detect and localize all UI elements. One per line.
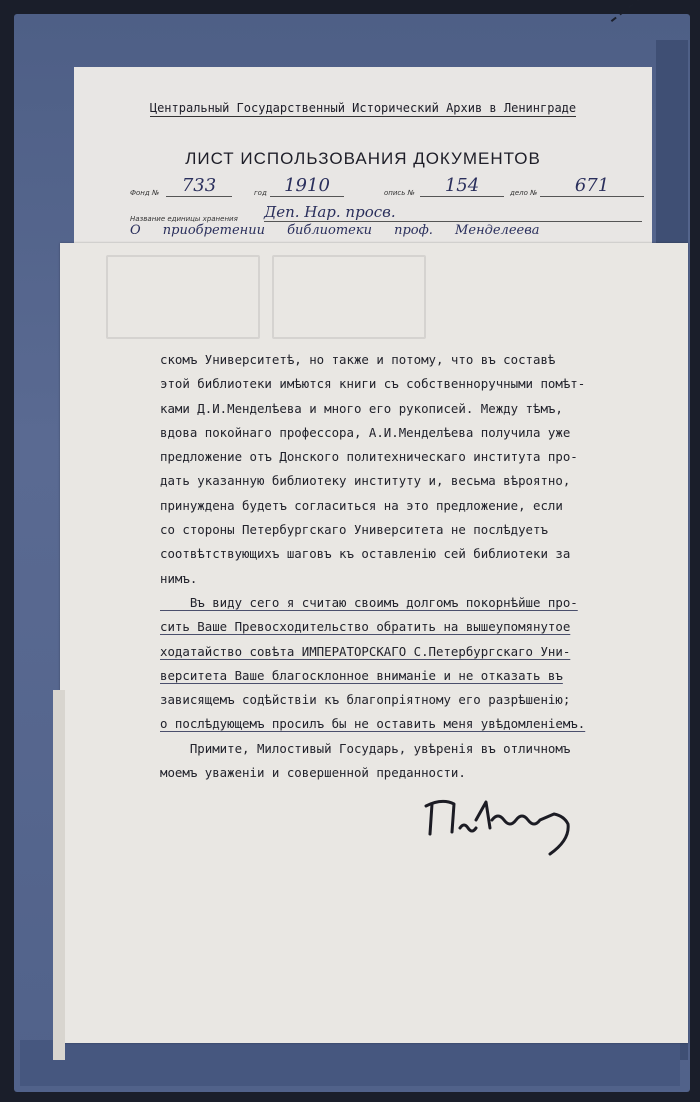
fond-label: Фонд № bbox=[130, 189, 160, 197]
usage-sheet-form bbox=[74, 67, 652, 257]
letter-line: нимъ. bbox=[160, 570, 198, 586]
year-value: 1910 bbox=[270, 175, 344, 197]
unit-name-label: Название единицы хранения bbox=[130, 215, 238, 223]
delo-value: 671 bbox=[540, 175, 644, 197]
letter-line: ходатайство совѣта ИМПЕРАТОРСКАГО С.Петербургскаго Уни- bbox=[160, 643, 571, 659]
faded-stamp bbox=[272, 255, 426, 339]
letter-line: зависящемъ содѣйствіи къ благопріятному его разрѣшенію; bbox=[160, 692, 571, 708]
letter-line: скомъ Университетѣ, но также и потому, что въ составѣ bbox=[160, 352, 556, 367]
letter-line: Примите, Милостивый Государь, увѣренія въ отличномъ bbox=[160, 740, 571, 756]
delo-label: дело № bbox=[510, 189, 538, 197]
letter-line: моемъ уваженіи и совершенной преданности. bbox=[160, 765, 466, 781]
folder-bottom-edge bbox=[20, 1040, 680, 1086]
letter-line: принуждена будетъ согласиться на это предложение, если bbox=[160, 497, 563, 513]
form-fields-row bbox=[74, 175, 652, 199]
unit-name-line2: О приобретении библиотеки проф. Менделеева bbox=[130, 223, 540, 238]
letter-line: дать указанную библиотеку институту и, весьма вѣроятно, bbox=[160, 473, 571, 489]
fond-value: 733 bbox=[166, 175, 232, 197]
letter-line: этой библиотеки имѣются книги съ собственноручными помѣт- bbox=[160, 376, 586, 392]
letter-line: Въ виду сего я считаю своимъ долгомъ покорнѣйше про- bbox=[160, 594, 578, 610]
letter-body bbox=[160, 348, 688, 785]
letter-line: вдова покойнаго профессора, А.И.Менделѣева получила уже bbox=[160, 424, 571, 440]
letter-line: сить Ваше Превосходительство обратить на вышеупомянутое bbox=[160, 619, 571, 635]
letter-line: предложение отъ Донского политехническаго института про- bbox=[160, 449, 578, 465]
opis-label: опись № bbox=[384, 189, 415, 197]
form-title: ЛИСТ ИСПОЛЬЗОВАНИЯ ДОКУМЕНТОВ bbox=[185, 149, 541, 168]
letter-line: ками Д.И.Менделѣева и много его рукописей. Между тѣмъ, bbox=[160, 400, 563, 416]
letter-line: верситета Ваше благосклонное вниманіе и не отказать въ bbox=[160, 667, 563, 683]
archive-header: Центральный Государственный Исторический Архив в Ленинграде bbox=[149, 101, 577, 115]
page-edge bbox=[53, 690, 65, 1060]
letter-line: со стороны Петербургскаго Университета не послѣдуетъ bbox=[160, 522, 548, 538]
opis-value: 154 bbox=[420, 175, 504, 197]
faded-stamp bbox=[106, 255, 260, 339]
year-label: год bbox=[254, 189, 267, 197]
handwritten-signature bbox=[424, 790, 614, 870]
unit-name-value: Деп. Нар. просв. bbox=[264, 203, 642, 222]
letter-line: о послѣдующемъ просилъ бы не оставить меня увѣдомленіемъ. bbox=[160, 716, 586, 732]
letter-line: соотвѣтствующихъ шаговъ къ оставленію сей библиотеки за bbox=[160, 546, 571, 562]
